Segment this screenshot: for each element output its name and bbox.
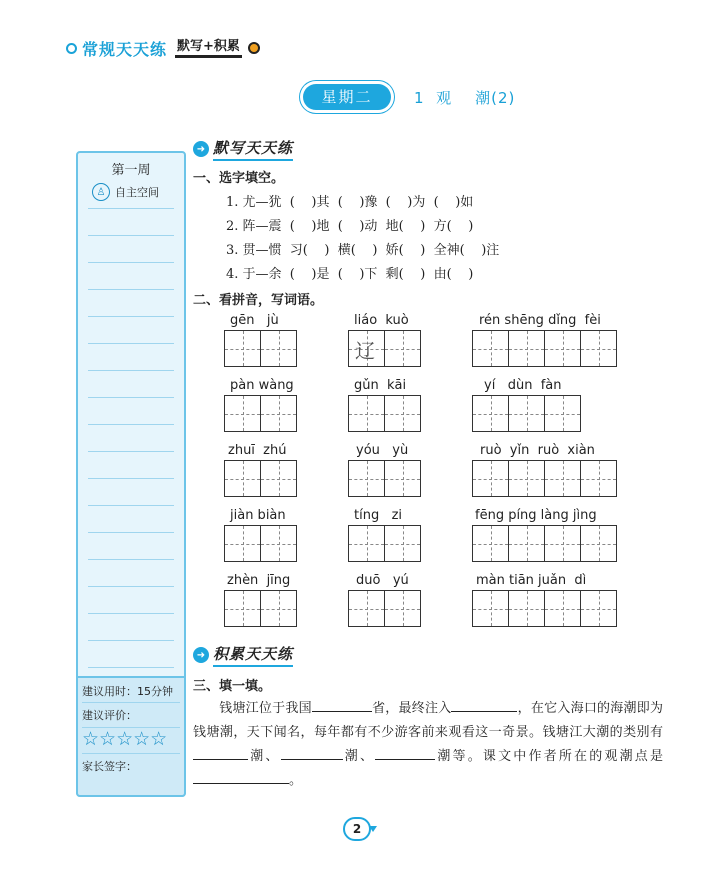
brand-title: 常规天天练: [82, 39, 168, 59]
writing-grid[interactable]: [224, 590, 297, 627]
sidebar-panel: [76, 151, 186, 797]
q1-line: 1. 尤—犹 ( )其 ( )豫 ( )为 ( )如: [226, 195, 474, 210]
answer-blank[interactable]: [193, 745, 248, 760]
writing-grid[interactable]: [224, 330, 297, 367]
arrow-circle-icon: ➜: [193, 141, 209, 157]
writing-grid[interactable]: [472, 395, 581, 432]
writing-grid[interactable]: [224, 460, 297, 497]
pinyin: duō yú: [356, 573, 409, 588]
note-line: [88, 613, 174, 614]
divider: [82, 753, 180, 754]
evaluation-label: 建议评价：: [82, 709, 137, 722]
pinyin: zhèn jīng: [227, 573, 291, 588]
pinyin: gēn jù: [230, 313, 279, 328]
pinyin: pàn wàng: [230, 378, 294, 393]
question-1-title: 一、选字填空。: [193, 171, 285, 186]
lesson-title: 1 观 潮(2): [414, 89, 516, 107]
brand-dot-icon: [66, 43, 77, 54]
note-line: [88, 262, 174, 263]
person-icon: ♙: [92, 183, 110, 201]
question-2-title: 二、看拼音，写词语。: [193, 293, 324, 308]
note-line: [88, 235, 174, 236]
writing-grid[interactable]: [348, 525, 421, 562]
para-text: 省，最终注入: [371, 701, 452, 716]
note-line: [88, 478, 174, 479]
page-number: 2: [343, 817, 371, 841]
writing-grid[interactable]: [224, 525, 297, 562]
note-line: [88, 370, 174, 371]
para-text: 潮等。课文中作者所在的观潮点是: [435, 749, 663, 764]
q1-line: 2. 阵—震 ( )地 ( )动 地( ) 方( ): [226, 219, 474, 234]
brand-subtitle: 默写+积累: [175, 39, 242, 58]
clock-icon: [248, 42, 260, 54]
section-heading-dictation: [193, 137, 293, 161]
writing-grid[interactable]: [472, 460, 617, 497]
note-line: [88, 343, 174, 344]
q1-line: 4. 于—余 ( )是 ( )下 剩( ) 由( ): [226, 267, 474, 282]
brand-header: [66, 36, 260, 60]
day-badge: 星期二: [303, 84, 391, 110]
answer-blank[interactable]: [312, 697, 372, 712]
note-line: [88, 667, 174, 668]
answer-blank[interactable]: [193, 769, 289, 784]
parent-signature: 家长签字：: [82, 760, 137, 773]
note-line: [88, 208, 174, 209]
pinyin: màn tiān juǎn dì: [476, 573, 587, 588]
pinyin: gǔn kāi: [354, 378, 407, 393]
fill-in-paragraph: [193, 697, 663, 793]
q1-line: 3. 贯—惯 习( ) 横( ) 娇( ) 全神( )注: [226, 243, 500, 258]
answer-blank[interactable]: [281, 745, 343, 760]
writing-grid[interactable]: [472, 525, 617, 562]
section-heading-text: 积累天天练: [213, 643, 293, 667]
self-space-label: [92, 183, 159, 201]
answer-blank[interactable]: [375, 745, 435, 760]
writing-grid[interactable]: [224, 395, 297, 432]
note-line: [88, 640, 174, 641]
week-label: 第一周: [111, 163, 151, 178]
writing-grid[interactable]: [348, 460, 421, 497]
note-line: [88, 505, 174, 506]
note-line: [88, 451, 174, 452]
sidebar-eval-box: [76, 676, 186, 797]
para-text: 潮、: [248, 749, 281, 764]
self-space-text: 自主空间: [115, 186, 159, 199]
answer-blank[interactable]: [451, 697, 517, 712]
note-line: [88, 586, 174, 587]
para-text: 。: [289, 773, 303, 788]
pinyin: yí dùn fàn: [484, 378, 562, 393]
note-line: [88, 559, 174, 560]
section-heading-accumulation: [193, 643, 293, 667]
para-text: 潮、: [342, 749, 376, 764]
section-heading-text: 默写天天练: [213, 137, 293, 161]
divider: [82, 702, 180, 703]
pinyin: zhuī zhú: [228, 443, 287, 458]
writing-grid[interactable]: [472, 590, 617, 627]
note-line: [88, 289, 174, 290]
suggested-time: 建议用时：15分钟: [82, 685, 173, 698]
question-3-title: 三、填一填。: [193, 679, 272, 694]
para-text: ，在它入海口的海潮即为钱塘潮，天下闻名，每年都有不少游客前来观看这一奇景。钱塘江大潮的类别有: [193, 701, 663, 740]
writing-grid[interactable]: [348, 330, 421, 367]
arrow-down-icon: [369, 826, 377, 832]
pinyin: yóu yù: [356, 443, 409, 458]
hint-character: 辽: [355, 339, 375, 363]
pinyin: liáo kuò: [354, 313, 409, 328]
arrow-circle-icon: ➜: [193, 647, 209, 663]
note-line: [88, 532, 174, 533]
pinyin: tíng zi: [354, 508, 403, 523]
writing-grid[interactable]: [472, 330, 617, 367]
writing-grid[interactable]: [348, 395, 421, 432]
note-line: [88, 424, 174, 425]
para-text: 钱塘江位于我国: [219, 701, 312, 716]
star-rating[interactable]: ☆☆☆☆☆: [82, 728, 168, 750]
pinyin: ruò yǐn ruò xiàn: [480, 443, 595, 458]
note-line: [88, 316, 174, 317]
pinyin: fēng píng làng jìng: [475, 508, 597, 523]
note-line: [88, 397, 174, 398]
writing-grid[interactable]: [348, 590, 421, 627]
pinyin: rén shēng dǐng fèi: [479, 313, 601, 328]
pinyin: jiàn biàn: [230, 508, 286, 523]
